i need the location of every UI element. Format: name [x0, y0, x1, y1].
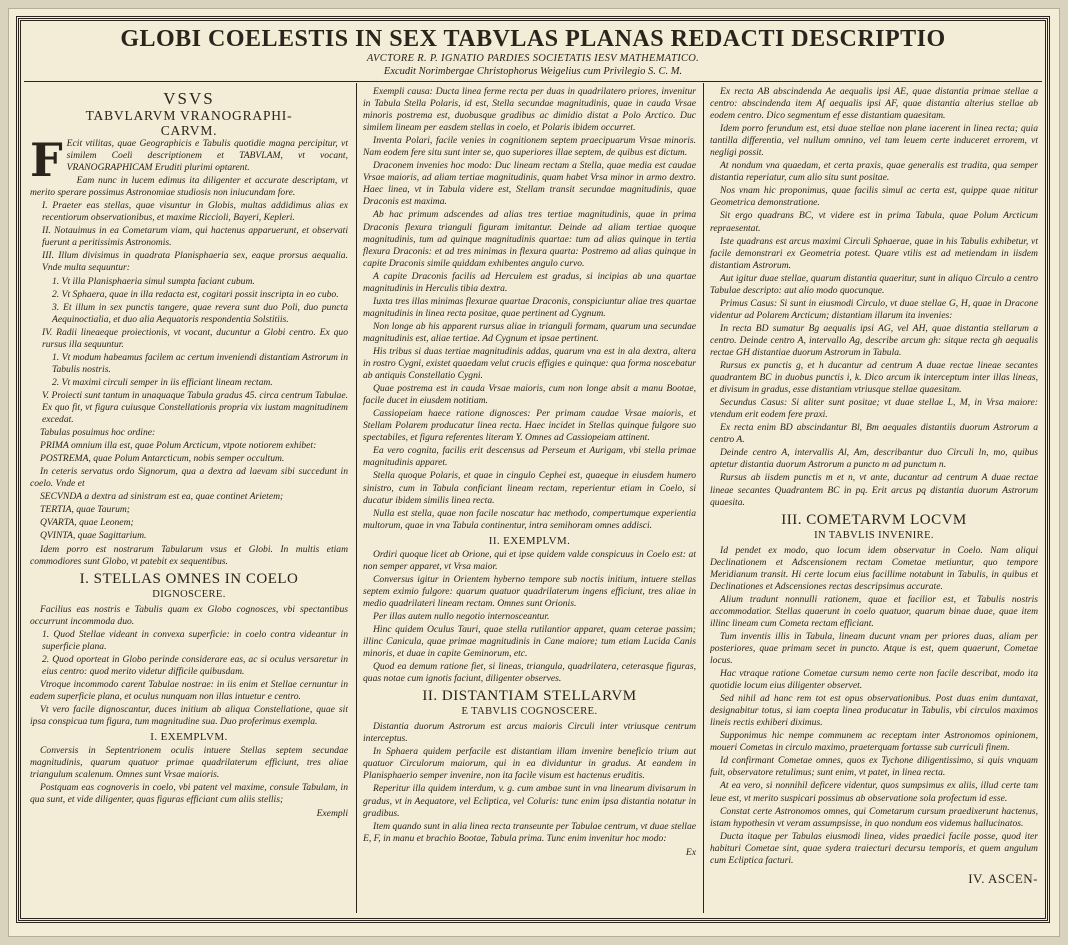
list-item: V. Proiecti sunt tantum in unaquaque Tabula gradus 45. circa centrum Tabulae. Ex quo fit, vt figura cuiusque Constellationis propria vix iustam magnitudinem excedat. — [42, 389, 348, 426]
list-item: 1. Vt modum habeamus facilem ac certum inveniendi distantiam Astrorum in Tabulis nostris. — [52, 351, 348, 375]
list-item: I. Praeter eas stellas, quae visuntur in Globis, multas addidimus alias ex recentiorum observationibus, et maxime Riccioli, Bayeri, Kepleri. — [42, 200, 348, 224]
paragraph: Idem porro est nostrarum Tabularum vsus et Globi. In multis etiam commodiores sunt Globo, vt patebit ex sequentibus. — [30, 543, 348, 567]
paragraph: Reperitur illa quidem interdum, v. g. cum ambae sunt in vna linearum divisarum in gradus, vt in Aequatore, vel Ecliptica, vel Coluris: tunc enim ipsa distantia notatur in gradibus. — [363, 783, 696, 819]
vsus-subtitle-1: TABVLARVM VRANOGRAPHI- — [85, 108, 293, 123]
paragraph: Id pendet ex modo, quo locum idem observatur in Coelo. Nam aliqui Declinationem et Adscensionem rectam Cometae metiuntur, quo tempore Meridianum transit. Hi certe locum eius facillime notabunt in Tabulis, in quibus et Declinationes et Adscensiones rectas descripsimus accurate. — [710, 544, 1038, 592]
paragraph: Tum inventis illis in Tabula, lineam ducunt vnam per priores duas, aliam per posteriores, quae primam secet in puncto. Atque is est, quem quaerunt, Cometae locus. — [710, 630, 1038, 667]
paragraph: Per illas autem nullo negotio internosceantur. — [373, 610, 550, 622]
paragraph: In recta BD sumatur Bg aequalis ipsi AG, vel AH, quae distantia stellarum a centro. Deinde centro A, intervallo Ag, describe arcum gh: sitque recta gh aequalis rectae GH distantiae duorum Astrorum in Tabula. — [710, 322, 1038, 358]
paragraph: SECVNDA a dextra ad sinistram est ea, quae continet Arietem; — [40, 491, 284, 503]
paragraph: Eam nunc in lucem edimus ita diligenter et accurate descriptam, vt merito sperare possimus Astronomiae studiosis non iniucundam fore. — [30, 175, 348, 199]
publisher-line: Excudit Norimbergae Christophorus Weigelius cum Privilegio S. C. M. — [383, 66, 683, 77]
section-2-subtitle: E TABVLIS COGNOSCERE. — [461, 706, 598, 718]
list-item: 2. Quod oporteat in Globo perinde considerare eas, ac si oculus versaretur in eius centro: quod merito videtur difficile quibusdam. — [42, 653, 348, 677]
paragraph: Tabulas posuimus hoc ordine: — [40, 427, 156, 439]
list-item: 3. Et illum in sex punctis tangere, quae revera sunt duo Poli, duo puncta Aequinoctialia, et duo alia Aequatoris respondentia Solstitiis. — [52, 301, 348, 325]
paragraph: Vtroque incommodo carent Tabulae nostrae: in iis enim et Stellae cernuntur in eadem superficie plana, et oculus nunquam non illas intuetur e centro. — [30, 678, 348, 702]
paragraph: POSTREMA, quae Polum Antarcticum, nobis semper occultum. — [40, 453, 285, 465]
paragraph: Sed nihil ad hanc rem tot est opus observationibus. Post duas enim duntaxat, designabitur totus, si iam coepta linea producatur in Tabulis, vbi circulos maximos lineis rectis exhiberi diximus. — [710, 693, 1038, 729]
paragraph: Cassiopeiam haece ratione dignosces: Per primam caudae Vrsae maioris, et Stellam Polarem producatur linea recta. Haec incidet in Stellas quinque fulgore suo spectabiles, et figura referentes literam Y. Omnes ad Cassiopeiam attinent. — [363, 408, 696, 444]
paragraph: Secundus Casus: Si aliter sunt positae; vt duae stellae L, M, in Vrsa maiore: vtendum erit eodem fere praxi. — [710, 397, 1038, 421]
column-3 — [710, 86, 1038, 912]
paragraph: PRIMA omnium illa est, quae Polum Arcticum, vtpote notiorem exhibet: — [40, 440, 317, 452]
paragraph: Aut igitur duae stellae, quarum distantia quaeritur, sunt in aliquo Circulo a centro Tabulae descripto: aut alio modo quocunque. — [710, 272, 1038, 296]
catchword: Ex — [685, 846, 696, 858]
paragraph: Ordiri quoque licet ab Orione, qui et ipse quidem valde conspicuus in Coelo est: at non semper apparet, vt Vrsa maior. — [363, 548, 696, 572]
list-item: 1. Vt illa Planisphaeria simul sumpta faciant cubum. — [52, 275, 255, 287]
paragraph: Nos vnam hic proponimus, quae facilis simul ac certa est, quippe quae nititur Geometrica demonstratione. — [710, 185, 1038, 209]
paragraph: Postquam eas cognoveris in coelo, vbi patent vel maxime, consule Tabulam, in qua sunt, et vide diligenter, quas figuras efficiant cum aliis stellis; — [30, 782, 348, 806]
paragraph: Draconem invenies hoc modo: Duc lineam rectam a Stella, quae media est caudae Vrsae maioris, ad aliam tertiae magnitudinis, quam habet Vrsa minor in armo dextro. Haec linea, vt in Tabula videre est, Stellam transit secundae magnitudinis, quae Draconis est maxima. — [363, 160, 696, 208]
paragraph: Iste quadrans est arcus maximi Circuli Sphaerae, quae in his Tabulis exhibetur, vt facile demonstrari ex Geometria potest. Quare vtilis est ad metiendam in iisdem distantiam Astrorum. — [710, 235, 1038, 271]
paragraph: Primus Casus: Si sunt in eiusmodi Circulo, vt duae stellae G, H, quae in Dracone videntur ad Polarem Arcticum; distantiam illarum ita invenies: — [710, 297, 1038, 321]
section-3-subtitle: IN TABVLIS INVENIRE. — [814, 529, 934, 541]
paragraph: Idem porro ferundum est, etsi duae stellae non plane iacerent in linea recta; quia tantilla differentia, vel nullum omnino, vel tam leuem certe induceret errorem, vt negligi possit. — [710, 123, 1038, 159]
paragraph: In Sphaera quidem perfacile est distantiam illam invenire beneficio trium aut quatuor Circulorum maiorum, qui in ea dividuntur in gradus. At eandem in Planisphaerio semper invenire, non ita facile visum est hactenus eruditis. — [363, 746, 696, 782]
paragraph: Rursus ex punctis g, et h ducantur ad centrum A duae rectae lineae secantes quadrantem BC in duobus punctis i, k. Dico arcum ik interceptum inter illas lineas, et divisum in gradus, esse distantiam vtriusque stellae quaesitam. — [710, 360, 1038, 396]
list-item: 2. Vt maximi circuli semper in iis efficiant lineam rectam. — [52, 376, 273, 388]
paragraph: Hinc quidem Oculus Tauri, quae stella rutilantior apparet, quam ceterae passim; illinc Canicula, quae primae magnitudinis in Cane maiore; tum etiam Lucida Canis minoris, et duae in capite Geminorum, etc. — [363, 624, 696, 660]
paragraph: In ceteris servatus ordo Signorum, qua a dextra ad laevam sibi succedunt in coelo. Vnde et — [30, 466, 348, 490]
paragraph: Vt vero facile dignoscantur, duces initium ab aliqua Constellatione, quae sit ipsa conspicua tum figura, tum magnitudine sua. Duo proferimus exempla. — [30, 703, 348, 728]
paragraph: Sit ergo quadrans BC, vt videre est in prima Tabula, quae Polum Arcticum repraesentat. — [710, 210, 1038, 234]
paragraph: Ea vero cognita, facilis erit descensus ad Perseum et Aurigam, vbi stella primae magnitudinis apparet. — [363, 445, 696, 469]
paragraph: Quod ea demum ratione fiet, si lineas, triangula, quadrilatera, ceterasque figuras, quas notae cum ignotis faciunt, diligenter observes. — [363, 661, 696, 685]
paragraph: Deinde centro A, intervallis Al, Am, describantur duo Circuli ln, mo, quibus aptetur distantia duorum Astrorum a puncto m ad punctum n. — [710, 447, 1038, 471]
column-divider-2 — [703, 83, 704, 913]
author-line: AVCTORE R. P. IGNATIO PARDIES SOCIETATIS IESV MATHEMATICO. — [366, 53, 700, 64]
paragraph: Nulla est stella, quae non facile noscatur hac methodo, compertumque experientia multorum, quae in vna Tabula continentur, intra semihoram omnes addisci. — [363, 507, 696, 531]
paragraph: Hac vtraque ratione Cometae cursum nemo certe non facile describat, modo ita quotidie locum eius diligenter observet. — [710, 668, 1038, 692]
header-divider — [24, 81, 1042, 82]
paragraph: QVINTA, quae Sagittarium. — [40, 530, 147, 542]
vsus-subtitle-2: CARVM. — [160, 123, 218, 138]
paragraph: Ex recta AB abscindenda Ae aequalis ipsi AE, quae distantia primae stellae a centro: abscindenda item Af aequalis ipsi AF, quae distantia alterius stellae ab eodem centro. Dico segmentum ef esse distantiam quaesitam. — [710, 86, 1038, 122]
header — [24, 24, 1042, 79]
paragraph: QVARTA, quae Leonem; — [40, 517, 134, 529]
paragraph: Ab hac primum adscendes ad alias tres tertiae magnitudinis, quae in prima Draconis flexura trianguli figuram imitantur. Deinde ad aliam tertiae quoque magnitudinis, tum ad quinque magnitudinis quartae: tum ad alias quinque in tertia flexura Draconis: et ad tres minimas in flexura quarta: Postremo ad alias quinque in capite Draconis simile quiddam exhibentes angulo curvo. — [363, 209, 696, 269]
page-title: GLOBI COELESTIS IN SEX TABVLAS PLANAS REDACTI DESCRIPTIO — [120, 26, 946, 52]
paragraph: Id confirmant Cometae omnes, quos ex Tychone diligentissimo, si quis vnquam fuit, observatore retulimus; sunt enim, vt patet, in linea recta. — [710, 755, 1038, 779]
paragraph: Non longe ab his apparent rursus aliae in trianguli formam, quarum una secundae magnitudinis est, aliae tertiae. Ad Cygnum et ipsae pertinent. — [363, 320, 696, 344]
paragraph: Facilius eas nostris e Tabulis quam ex Globo cognosces, vbi spectantibus occurrunt incommoda duo. — [30, 603, 348, 627]
catchword: IV. ASCEN- — [968, 870, 1038, 886]
section-1-title: I. STELLAS OMNES IN COELO — [79, 570, 299, 587]
example-2-title: II. EXEMPLVM. — [488, 534, 571, 547]
list-item: IV. Radii lineaeque proiectionis, vt vocant, ducuntur a Globi centro. Ex quo rursus illa sequuntur. — [42, 326, 348, 350]
list-item: III. Illum divisimus in quadrata Planisphaeria sex, eaque prorsus aequalia. Vnde multa sequuntur: — [42, 250, 348, 274]
paragraph: Exempli causa: Ducta linea ferme recta per duas in quadrilatero priores, invenitur in Tabula Stella Polaris, id est, Stella secundae magnitudinis, quae in cauda Vrsae minoris postrema est, duobusque gradibus ac dimidio distat a Polo Arctico. Duc similem lineam per easdem stellas in coelo, et Polaris ibidem occurret. — [363, 86, 696, 134]
section-1-subtitle: DIGNOSCERE. — [152, 588, 226, 600]
column-2 — [363, 86, 696, 912]
column-1 — [30, 86, 348, 912]
paragraph: TERTIA, quae Taurum; — [40, 504, 130, 516]
paragraph: Alium tradunt nonnulli rationem, quae et facilior est, et Tabulis nostris accommodatior. Stellas quaerunt in coelo quatuor, quarum binae duae, quae item illinc lineam cum Cometa rectam efficiant. — [710, 593, 1038, 629]
list-item: II. Notauimus in ea Cometarum viam, qui hactenus apparuerunt, et observati fuerunt a peritissimis Astronomis. — [42, 225, 348, 249]
paragraph: Quae postrema est in cauda Vrsae maioris, cum non longe absit a manu Bootae, facile ducet in eiusdem notitiam. — [363, 383, 696, 407]
paragraph: Item quando sunt in alia linea recta transeunte per Tabulae centrum, vt duae stellae E, F, in manu et brachio Bootae, Tabula prima. Tunc enim invenitur hoc modo: — [363, 820, 696, 844]
paragraph: Iuxta tres illas minimas flexurae quartae Draconis, conspiciuntur aliae tres quartae magnitudinis in linea recta positae, quae pertinent ad Cygnum. — [363, 295, 696, 319]
paragraph: Ex recta enim BD abscindantur Bl, Bm aequales distantiis duorum Astrorum a centro A. — [710, 422, 1038, 446]
paragraph: His tribus si duas tertiae magnitudinis addas, quarum vna est in ala dextra, altera in rostro Cygni, existet quaedam velut crucis effigies e quinque: qua forma noscebatur ab antiquis Constellatio Cygni. — [363, 345, 696, 382]
paragraph: Supponimus hic nempe communem ac receptam inter Astronomos opinionem, moueri Cometas in circulo maximo, praeterquam fortasse sub curriculi finem. — [710, 730, 1038, 754]
paragraph: At nondum vna quaedam, et certa praxis, quae generalis est tradita, qua semper distantia reperiatur, cum alio situ sunt positae. — [710, 160, 1038, 184]
paragraph: At ea vero, si nonnihil deficere videntur, quos sumpsimus ex aliis, illud certe tam leue est, vt merito suspicari possimus ab observatione sola profectum id esse. — [710, 780, 1038, 804]
section-2-title: II. DISTANTIAM STELLARVM — [422, 688, 637, 705]
catchword: Exempli — [316, 808, 348, 820]
paragraph: Stella quoque Polaris, et quae in cingulo Cephei est, quaeque in eiusdem humero sinistro, cum in Tabula conficiant lineam rectam, reperientur etiam in Coelo, si ducatur ibidem similis linea recta. — [363, 470, 696, 506]
list-item: 2. Vt Sphaera, quae in illa redacta est, cogitari possit inscripta in eo cubo. — [52, 288, 339, 300]
paragraph: Distantia duorum Astrorum est arcus maioris Circuli inter vtriusque centrum interceptus. — [363, 721, 696, 745]
paragraph: Conversis in Septentrionem oculis intuere Stellas septem secundae magnitudinis, quarum quatuor primae quadrilaterum efficiunt, tres aliae triangulum scalenum. Omnes sunt Vrsae maioris. — [30, 745, 348, 781]
paragraph: Constat certe Astronomos omnes, qui Cometarum cursum praedixerunt hactenus, istam hypothesin vt veram assumpsisse, in quo nondum eos videmus hallucinatos. — [710, 805, 1038, 829]
section-3-title: III. COMETARVM LOCVM — [781, 511, 967, 528]
paragraph: Conversus igitur in Orientem hyberno tempore sub noctis initium, intuere stellas septem eximio fulgore: quarum quatuor quadrilaterum ingens efficiunt, tres aliae in medio quadrilateri lineam rectam. Omnes sunt Orionis. — [363, 573, 696, 609]
vsus-title: VSVS — [163, 89, 215, 108]
paragraph: A capite Draconis facilis ad Herculem est gradus, si incipias ab una quartae magnitudinis in Herculis tibia dextra. — [363, 270, 696, 294]
intro-paragraph: F Ecit vtilitas, quae Geographicis e Tabulis quotidie magna percipitur, vt similem Coeli descriptionem et TABVLAM, vt vocant, VRANOGRAPHICAM Eruditi plurimi optarent. — [30, 133, 348, 187]
example-1-title: I. EXEMPLVM. — [150, 731, 228, 744]
paragraph: Rursus ab iisdem punctis m et n, vt ante, ducantur ad centrum A duae rectae lineae secantes Quadrantem BC in pq. Erit arcus pq distantia duorum Astrorum quaesita. — [710, 472, 1038, 508]
paragraph: Inventa Polari, facile venies in cognitionem septem praecipuarum Vrsae minoris. Nam eodem fere situ sunt inter se, quo superiores illae septem, de quibus est dictum. — [363, 135, 696, 159]
drop-cap: F — [30, 133, 63, 187]
column-divider-1 — [356, 83, 357, 913]
paragraph: Ducta itaque per Tabulas eiusmodi linea, vides praedici facile posse, quod iter habituri Cometae sint, quae sydera traiecturi decursu temporis, et quem angulum cum Ecliptica facturi. — [710, 830, 1038, 866]
list-item: 1. Quod Stellae videant in convexa superficie: in coelo contra videantur in superficie plana. — [42, 628, 348, 652]
